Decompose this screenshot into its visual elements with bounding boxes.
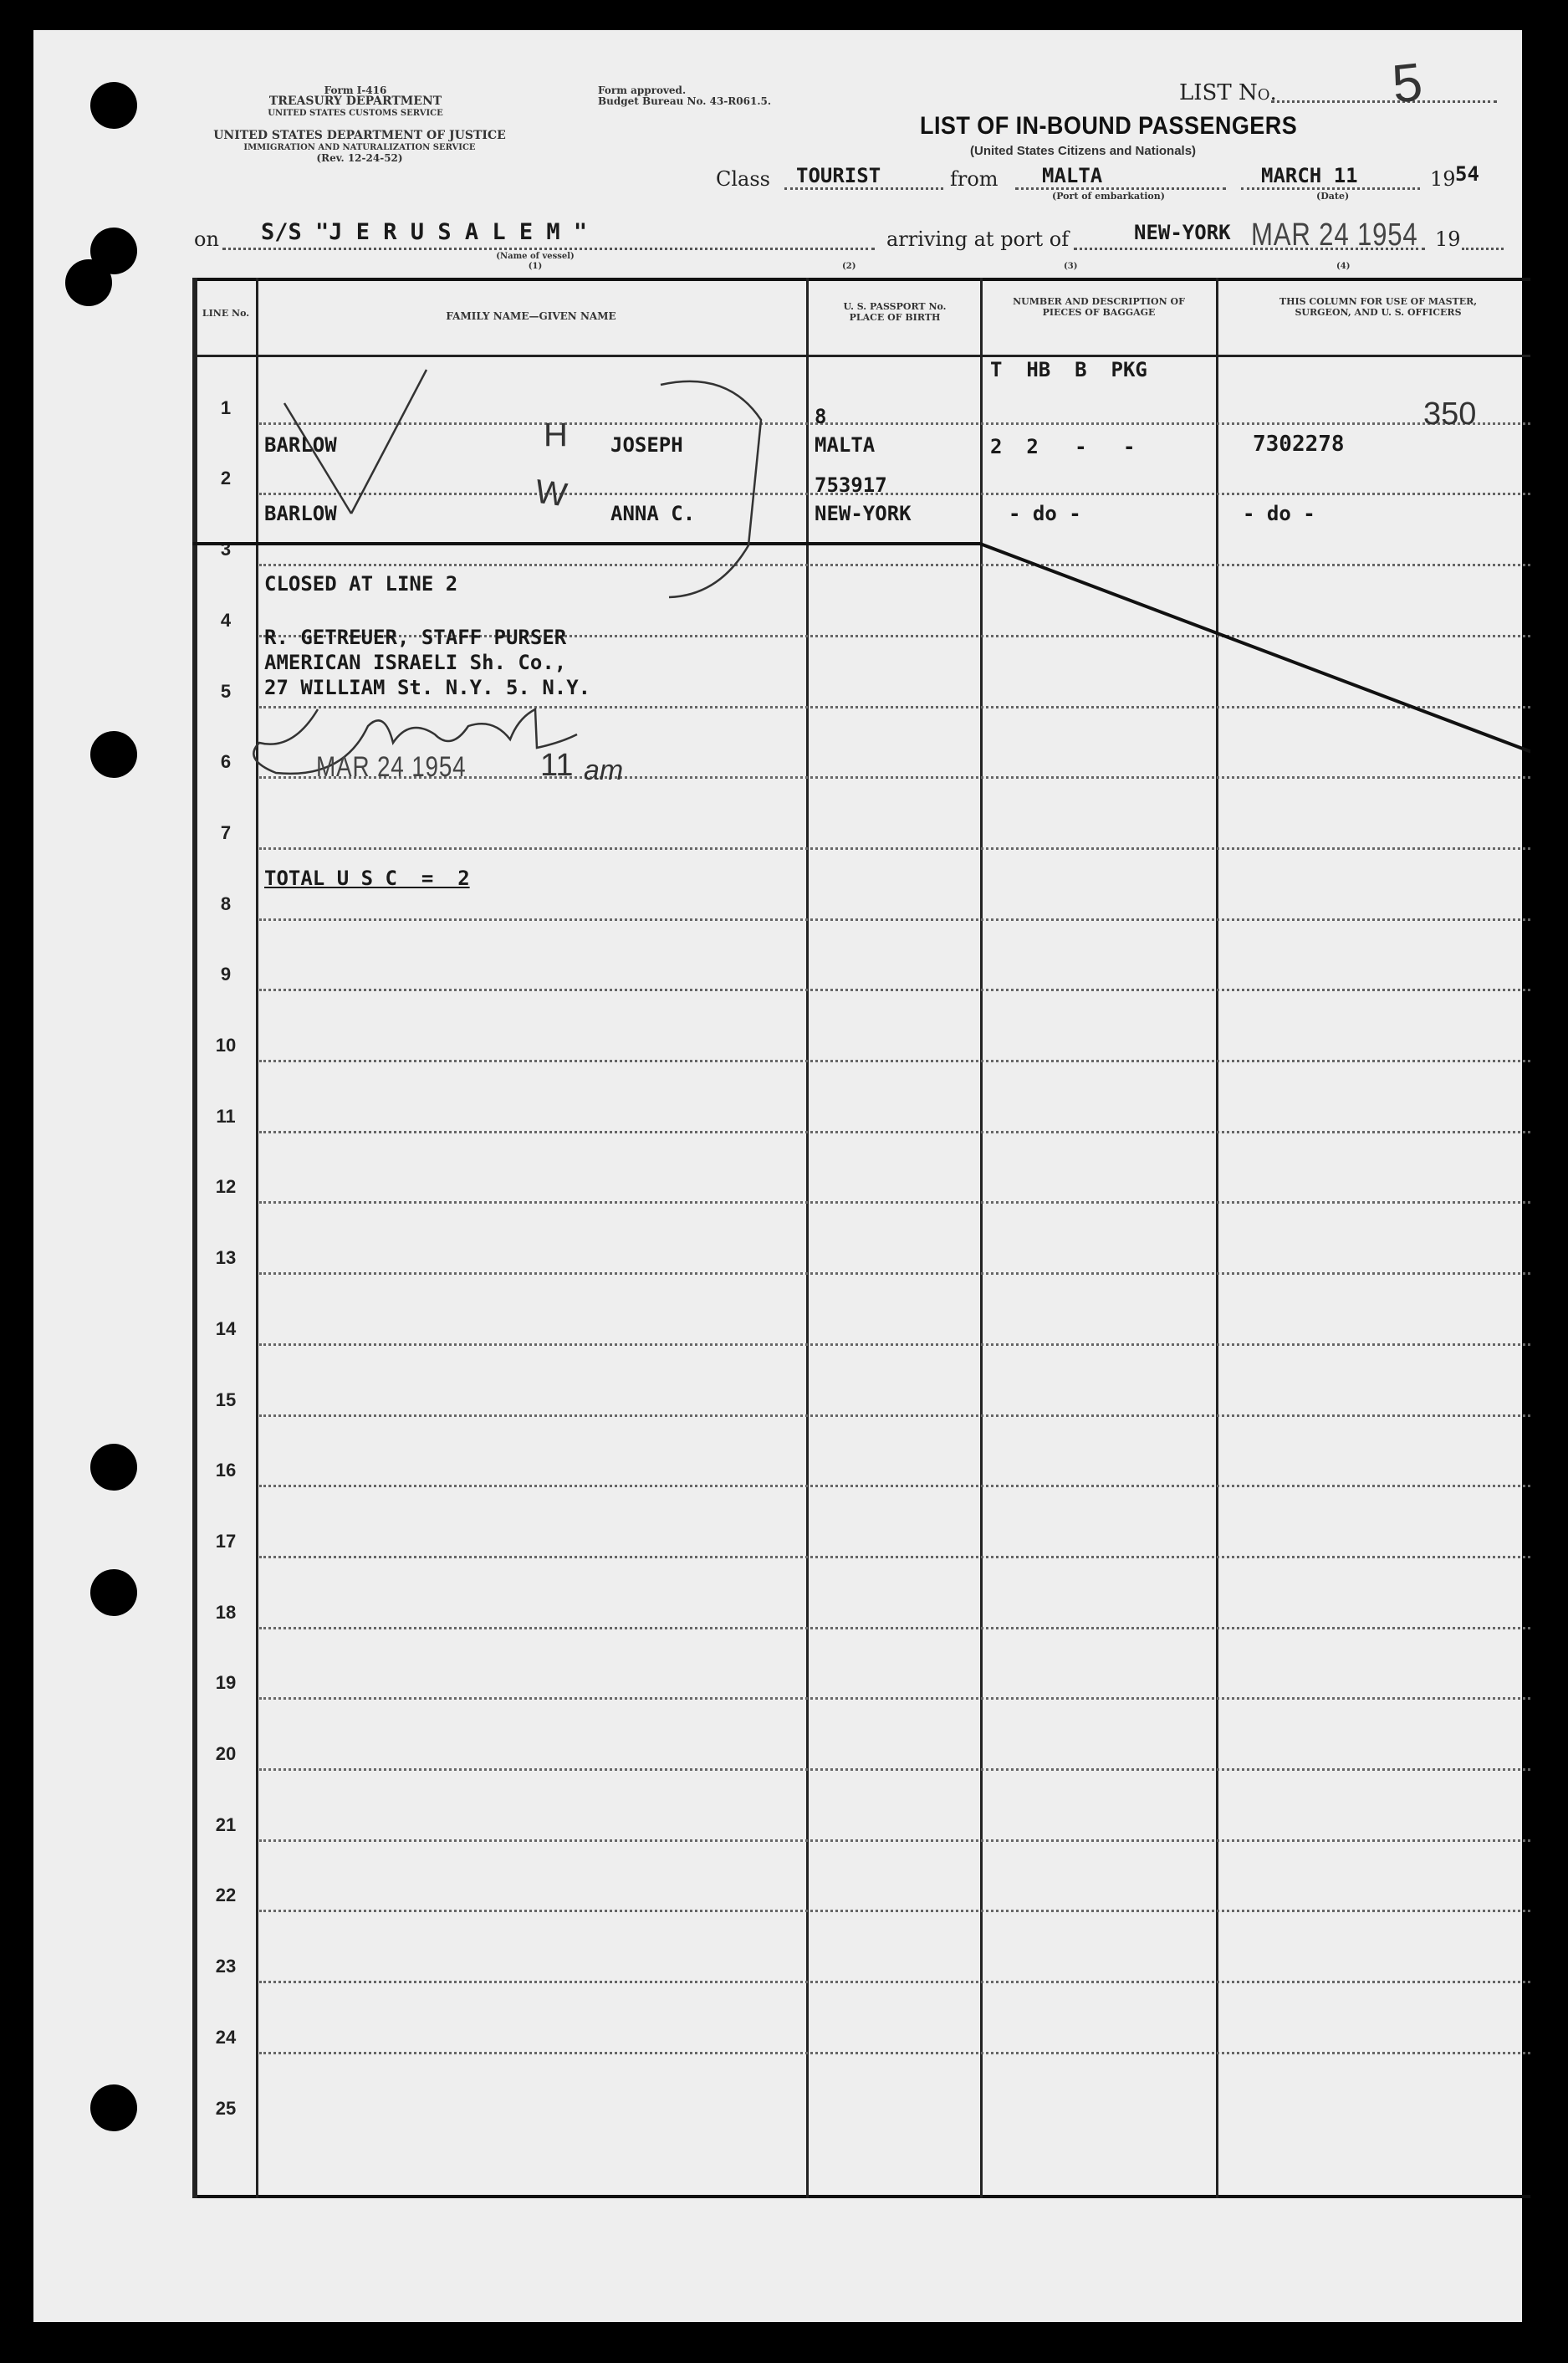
receipt-stamp-time: 11 [540, 748, 574, 783]
line-number: 22 [215, 1885, 237, 1906]
line-number: 21 [215, 1813, 237, 1835]
line-number: 11 [216, 1105, 236, 1127]
closed-note: CLOSED AT LINE 2 [264, 572, 458, 596]
list-subtitle: (United States Citizens and Nationals) [970, 144, 1197, 158]
passport-number: 753917 [815, 473, 887, 497]
from-label: from [950, 167, 999, 191]
line-number: 20 [215, 1743, 237, 1764]
row-rule [259, 1272, 1530, 1275]
passenger-list-page [33, 30, 1522, 2322]
col-head-baggage: NUMBER AND DESCRIPTION OF PIECES OF BAGGAGE [1013, 296, 1185, 318]
from-value: MALTA [1042, 164, 1103, 187]
col-4-marker: (4) [1336, 262, 1351, 271]
row-rule [259, 1910, 1530, 1912]
col-2-marker: (2) [842, 262, 856, 271]
list-title: LIST OF IN-BOUND PASSENGERS [920, 112, 1298, 140]
line-number: 5 [220, 680, 232, 702]
birthplace: NEW-YORK [815, 502, 912, 525]
line-number: 9 [220, 964, 232, 985]
col-1-marker: (1) [528, 262, 543, 271]
line-number: 24 [215, 2026, 237, 2048]
binder-hole [90, 82, 137, 129]
col-3-marker: (3) [1064, 262, 1078, 271]
col-head-officers: THIS COLUMN FOR USE OF MASTER, SURGEON, AND U. S. OFFICERS [1279, 296, 1478, 318]
company-name: AMERICAN ISRAELI Sh. Co., [264, 651, 567, 674]
row-rule [259, 1343, 1530, 1346]
list-no-label: LIST No. [1179, 80, 1277, 105]
binder-hole [90, 731, 137, 778]
handwritten-mark: H [544, 417, 568, 453]
baggage-count: 2 2 - - [990, 435, 1136, 458]
class-label: Class [716, 167, 770, 191]
row-rule [259, 1414, 1530, 1417]
line-number: 10 [215, 1035, 237, 1056]
row-rule [259, 1839, 1530, 1842]
row-rule [259, 1201, 1530, 1204]
line-number: 13 [215, 1247, 237, 1269]
row-rule [259, 989, 1530, 991]
receipt-stamp-ampm: am [584, 754, 624, 786]
binder-hole [90, 1569, 137, 1616]
department-of-justice: UNITED STATES DEPARTMENT OF JUSTICE [213, 129, 506, 142]
ins-service: IMMIGRATION AND NATURALIZATION SERVICE [243, 143, 476, 152]
line-number: 14 [215, 1317, 237, 1339]
row-rule [259, 1556, 1530, 1558]
row-rule [259, 1768, 1530, 1771]
arriving-year: 19 [1435, 228, 1461, 251]
passenger-table [192, 278, 1530, 2198]
row-rule [259, 1697, 1530, 1700]
line-number: 18 [215, 1601, 237, 1623]
line-number: 1 [220, 396, 232, 418]
form-approved: Form approved. [598, 84, 687, 96]
handwritten-mark: W [533, 473, 569, 514]
binder-hole [65, 259, 112, 306]
line-number: 17 [215, 1530, 237, 1552]
row-rule [259, 918, 1530, 921]
officer-number: 7302278 [1253, 432, 1345, 457]
col-head-line-no: LINE No. [202, 308, 250, 319]
arrival-stamp: MAR 24 1954 [1251, 217, 1418, 253]
family-name: BARLOW [264, 433, 337, 457]
revision-date: (Rev. 12-24-52) [316, 152, 403, 164]
line-number: 8 [220, 893, 232, 914]
vessel-caption: (Name of vessel) [496, 252, 575, 261]
line-number: 4 [220, 609, 232, 631]
year-prefix: 19 [1430, 167, 1456, 191]
passport-number: 8 [815, 405, 827, 428]
row-rule [259, 1485, 1530, 1487]
row-rule [259, 1131, 1530, 1133]
given-name: ANNA C. [610, 502, 696, 525]
line-number: 16 [215, 1460, 237, 1481]
budget-bureau: Budget Bureau No. 43-R061.5. [598, 95, 772, 107]
total-count: TOTAL U S C = 2 [264, 867, 470, 890]
baggage-count: - do - [1009, 502, 1081, 525]
arriving-port: NEW-YORK [1134, 221, 1231, 244]
date-caption: (Date) [1316, 191, 1350, 202]
binder-hole [90, 2084, 137, 2131]
form-number: Form I-416 [324, 84, 387, 96]
line-number: 6 [220, 751, 232, 773]
row-rule [259, 2052, 1530, 2054]
class-value: TOURIST [796, 164, 881, 187]
col-head-name: FAMILY NAME—GIVEN NAME [446, 310, 616, 322]
col-head-passport: U. S. PASSPORT No. PLACE OF BIRTH [843, 301, 947, 323]
treasury-department: TREASURY DEPARTMENT [268, 95, 442, 108]
line-number: 7 [220, 821, 232, 843]
given-name: JOSEPH [610, 433, 683, 457]
port-caption: (Port of embarkation) [1052, 191, 1165, 202]
row-rule [259, 1981, 1530, 1983]
binder-hole [90, 1444, 137, 1491]
customs-service: UNITED STATES CUSTOMS SERVICE [268, 109, 443, 118]
list-no-value: 5 [1389, 51, 1426, 115]
purser-name: R. GETREUER, STAFF PURSER [264, 626, 567, 649]
line-number: 25 [215, 2097, 237, 2119]
vessel-name: S/S "J E R U S A L E M " [261, 219, 588, 245]
line-number: 15 [215, 1389, 237, 1410]
officer-note: - do - [1243, 502, 1315, 525]
row-rule [259, 1627, 1530, 1629]
baggage-subheader: T HB B PKG [990, 358, 1147, 381]
on-label: on [194, 228, 219, 251]
line-number: 2 [220, 468, 232, 489]
row-rule [259, 1060, 1530, 1062]
line-number: 23 [215, 1956, 237, 1977]
line-number: 3 [220, 539, 232, 560]
officer-note: 350 [1423, 396, 1477, 432]
line-number: 19 [215, 1672, 237, 1694]
arriving-label: arriving at port of [886, 228, 1070, 251]
birthplace: MALTA [815, 433, 876, 457]
year-value: 54 [1455, 162, 1479, 186]
line-number: 12 [215, 1176, 237, 1198]
date-value: MARCH 11 [1261, 164, 1358, 187]
receipt-stamp-date: MAR 24 1954 [316, 751, 467, 783]
family-name: BARLOW [264, 502, 337, 525]
company-address: 27 WILLIAM St. N.Y. 5. N.Y. [264, 676, 591, 699]
